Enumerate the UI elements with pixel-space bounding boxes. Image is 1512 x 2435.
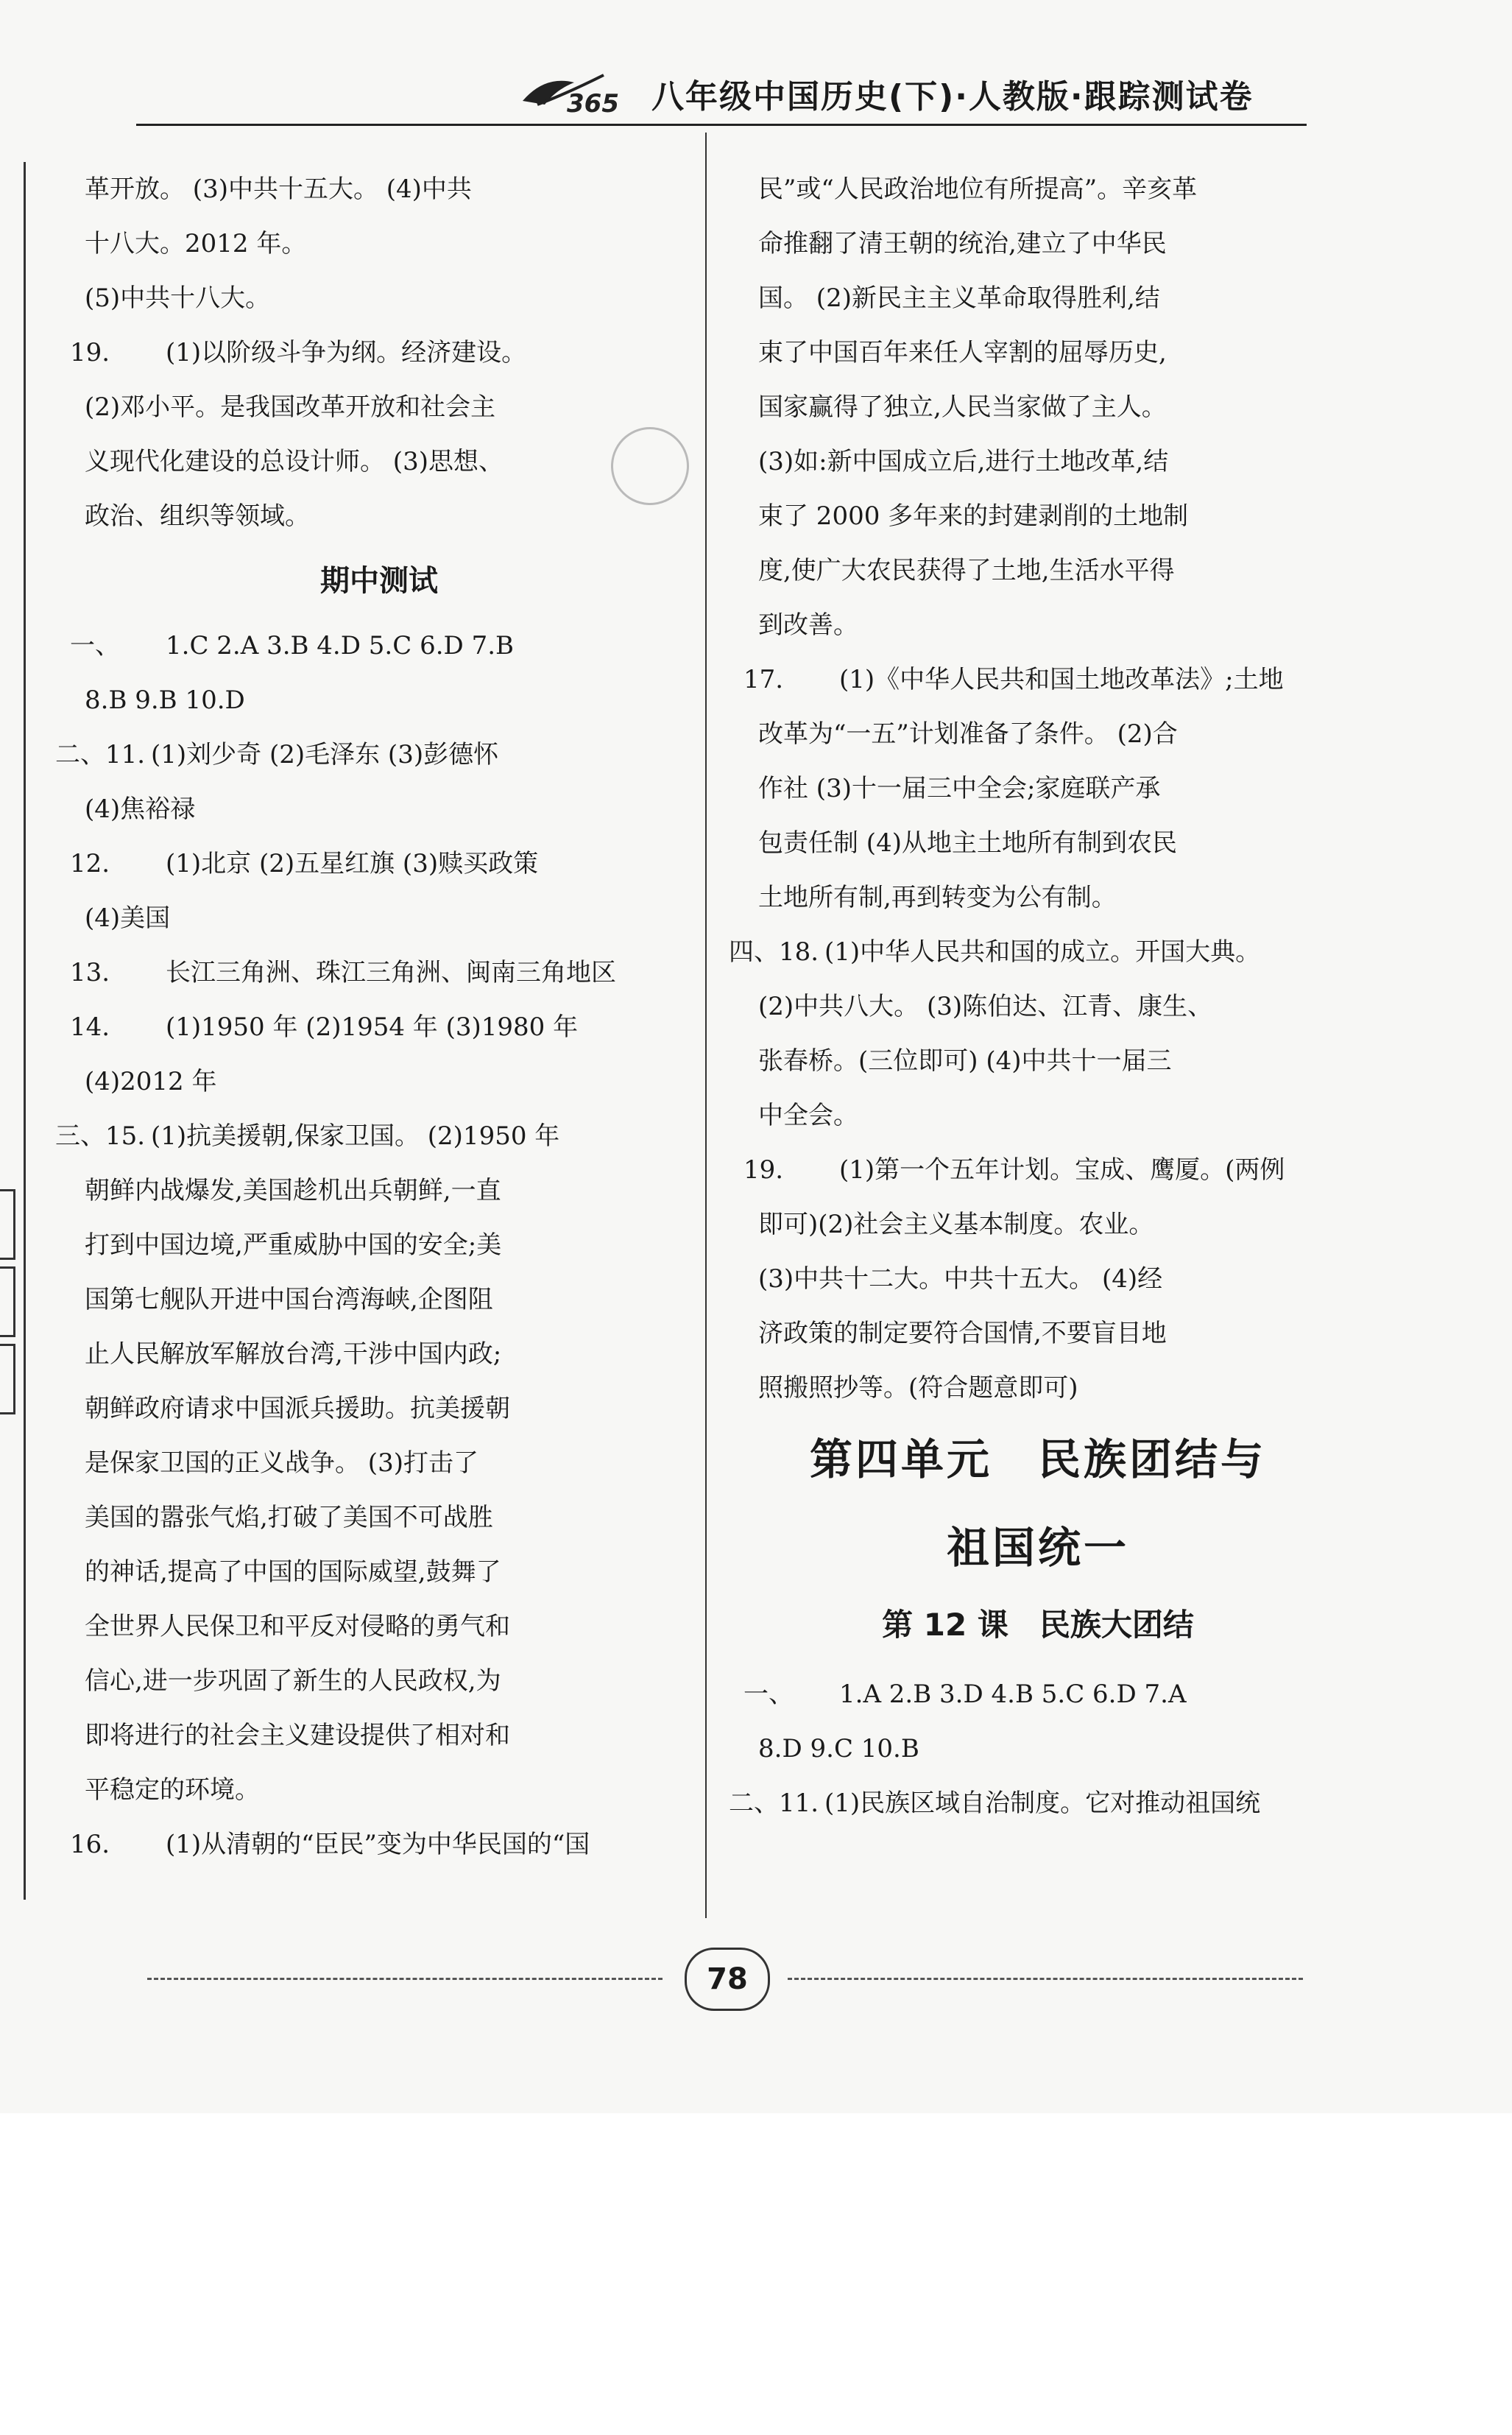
answer-text: 政治、组织等领域。 <box>85 501 310 531</box>
question-number: 一、 <box>743 1680 794 1709</box>
answer-text: (1)《中华人民共和国土地改革法》;土地 <box>839 665 1284 694</box>
answer-text: 美国的嚣张气焰,打破了美国不可战胜 <box>85 1503 493 1532</box>
question-number: 14. <box>70 1012 110 1042</box>
answer-line <box>85 216 674 271</box>
answer-text: (5)中共十八大。 <box>85 283 271 313</box>
question-number: 17. <box>743 665 784 694</box>
page-edge-line <box>24 162 26 1900</box>
answer-text: 改革为“一五”计划准备了条件。 (2)合 <box>758 719 1178 749</box>
answer-line <box>85 434 674 489</box>
answer-text: 1.C 2.A 3.B 4.D 5.C 6.D 7.B <box>166 631 514 660</box>
answer-text: (1)刘少奇 (2)毛泽东 (3)彭德怀 <box>151 740 499 769</box>
answer-text: 8.B 9.B 10.D <box>85 686 245 715</box>
answer-line <box>70 1000 674 1054</box>
answer-text: 1.A 2.B 3.D 4.B 5.C 6.D 7.A <box>839 1680 1187 1709</box>
answer-text: 束了 2000 多年来的封建剥削的土地制 <box>758 501 1189 531</box>
answer-line <box>55 1109 674 1163</box>
answer-line <box>758 1088 1318 1143</box>
answer-text: 信心,进一步巩固了新生的人民政权,为 <box>85 1666 501 1696</box>
answer-line <box>85 891 674 945</box>
answer-line <box>70 836 674 891</box>
answer-text: 度,使广大农民获得了土地,生活水平得 <box>758 556 1175 585</box>
answer-text: 张春桥。(三位即可) (4)中共十一届三 <box>758 1046 1172 1076</box>
answer-line <box>85 1654 674 1708</box>
answer-line <box>758 380 1318 434</box>
answer-line <box>729 925 1318 979</box>
answer-text: 束了中国百年来任人宰割的屈辱历史, <box>758 338 1167 367</box>
answer-text: 包责任制 (4)从地主土地所有制到农民 <box>758 828 1177 858</box>
answer-text: 长江三角洲、珠江三角洲、闽南三角地区 <box>166 958 616 987</box>
answer-line <box>758 216 1318 271</box>
left-column <box>55 162 674 1872</box>
answer-line <box>758 325 1318 380</box>
answer-line <box>729 1776 1318 1830</box>
binding-mark <box>0 1266 15 1337</box>
answer-text: 十八大。2012 年。 <box>85 229 307 258</box>
answer-text: 革开放。 (3)中共十五大。 (4)中共 <box>85 175 472 204</box>
answer-text: (1)北京 (2)五星红旗 (3)赎买政策 <box>166 849 539 878</box>
footer-divider-left <box>147 1978 663 1980</box>
answer-line <box>85 1327 674 1381</box>
answer-line <box>85 1163 674 1218</box>
answer-line <box>758 489 1318 543</box>
binding-mark <box>0 1344 15 1414</box>
answer-text: 全世界人民保卫和平反对侵略的勇气和 <box>85 1612 510 1641</box>
answer-line <box>758 816 1318 870</box>
answer-text: (1)抗美援朝,保家卫国。 (2)1950 年 <box>151 1121 560 1151</box>
answer-text: (2)中共八大。 (3)陈伯达、江青、康生、 <box>758 992 1213 1021</box>
question-number: 12. <box>70 849 110 878</box>
answer-line <box>70 325 674 380</box>
answer-line <box>85 782 674 836</box>
answer-line <box>758 707 1318 761</box>
answer-text: 是保家卫国的正义战争。 (3)打击了 <box>85 1448 478 1478</box>
answer-line <box>55 727 674 782</box>
answer-line <box>743 1667 1318 1722</box>
question-number: 四、18. <box>729 937 819 967</box>
answer-text: (1)第一个五年计划。宝成、鹰厦。(两例 <box>839 1155 1285 1185</box>
answer-text: 义现代化建设的总设计师。 (3)思想、 <box>85 447 504 476</box>
answer-line <box>758 1252 1318 1306</box>
answer-text: (4)焦裕禄 <box>85 794 196 824</box>
answer-line <box>85 1545 674 1599</box>
header-title: 八年级中国历史(下)·人教版·跟踪测试卷 <box>651 78 1254 116</box>
answer-line <box>85 1708 674 1763</box>
answer-text: 朝鲜政府请求中国派兵援助。抗美援朝 <box>85 1394 510 1423</box>
unit-title: 第四单元 民族团结与 <box>809 1434 1266 1484</box>
answer-line <box>85 1272 674 1327</box>
answer-text: 土地所有制,再到转变为公有制。 <box>758 883 1117 912</box>
answer-line <box>85 162 674 216</box>
question-number: 19. <box>743 1155 784 1185</box>
answer-line <box>85 673 674 727</box>
answer-text: 民”或“人民政治地位有所提高”。辛亥革 <box>758 175 1198 204</box>
answer-line <box>758 1197 1318 1252</box>
answer-line <box>758 1034 1318 1088</box>
answer-text: 作社 (3)十一届三中全会;家庭联产承 <box>758 774 1161 803</box>
question-number: 19. <box>70 338 110 367</box>
header-divider <box>136 124 1307 126</box>
answer-line <box>85 1599 674 1654</box>
answer-text: 平稳定的环境。 <box>85 1775 260 1805</box>
answer-line <box>85 380 674 434</box>
answer-line <box>85 489 674 543</box>
answer-text: 照搬照抄等。(符合题意即可) <box>758 1373 1078 1403</box>
answer-text: 打到中国边境,严重威胁中国的安全;美 <box>85 1230 502 1260</box>
answer-line <box>758 1722 1318 1776</box>
answer-text: (1)民族区域自治制度。它对推动祖国统 <box>824 1789 1261 1818</box>
answer-line <box>758 434 1318 489</box>
answer-line <box>743 652 1318 707</box>
answer-line <box>85 1436 674 1490</box>
answer-line <box>85 1490 674 1545</box>
answer-text: 中全会。 <box>758 1101 858 1130</box>
answer-line <box>758 870 1318 925</box>
question-number: 二、11. <box>729 1789 819 1818</box>
answer-text: (1)1950 年 (2)1954 年 (3)1980 年 <box>166 1012 579 1042</box>
answer-text: (3)如:新中国成立后,进行土地改革,结 <box>758 447 1169 476</box>
answer-text: (1)以阶级斗争为纲。经济建设。 <box>166 338 527 367</box>
footer-divider-right <box>788 1978 1303 1980</box>
answer-line <box>85 271 674 325</box>
answer-line <box>70 945 674 1000</box>
column-divider <box>705 133 707 1918</box>
answer-text: (4)美国 <box>85 903 171 933</box>
answer-line <box>758 979 1318 1034</box>
midterm-title: 期中测试 <box>320 564 438 598</box>
answer-text: 止人民解放军解放台湾,干涉中国内政; <box>85 1339 502 1369</box>
answer-text: (3)中共十二大。中共十五大。 (4)经 <box>758 1264 1163 1294</box>
answer-line <box>758 1306 1318 1361</box>
brand-logo-icon <box>515 60 633 119</box>
answer-line <box>758 543 1318 598</box>
svg-text:365: 365 <box>567 89 619 119</box>
answer-line <box>70 1817 674 1872</box>
question-number: 16. <box>70 1830 110 1859</box>
answer-line <box>758 162 1318 216</box>
answer-line <box>758 1361 1318 1415</box>
answer-text: 国第七舰队开进中国台湾海峡,企图阻 <box>85 1285 493 1314</box>
right-column <box>729 162 1318 1830</box>
answer-line <box>758 271 1318 325</box>
binding-mark <box>0 1189 15 1260</box>
question-number: 13. <box>70 958 110 987</box>
answer-text: 即可)(2)社会主义基本制度。农业。 <box>758 1210 1154 1239</box>
answer-text: (2)邓小平。是我国改革开放和社会主 <box>85 392 496 422</box>
answer-text: 国家赢得了独立,人民当家做了主人。 <box>758 392 1167 422</box>
answer-line <box>758 598 1318 652</box>
answer-text: 济政策的制定要符合国情,不要盲目地 <box>758 1319 1167 1348</box>
answer-line <box>85 1054 674 1109</box>
answer-text: (1)中华人民共和国的成立。开国大典。 <box>824 937 1261 967</box>
answer-text: (4)2012 年 <box>85 1067 217 1096</box>
lesson-title: 第 12 课 民族大团结 <box>882 1607 1194 1643</box>
answer-text: 命推翻了清王朝的统治,建立了中华民 <box>758 229 1167 258</box>
question-number: 一、 <box>70 631 120 660</box>
answer-text: 的神话,提高了中国的国际威望,鼓舞了 <box>85 1557 501 1587</box>
unit-title-line-2: 祖国统一 <box>946 1523 1129 1573</box>
question-number: 二、11. <box>55 740 146 769</box>
answer-text: 到改善。 <box>758 610 858 640</box>
answer-text: 朝鲜内战爆发,美国趁机出兵朝鲜,一直 <box>85 1176 501 1205</box>
answer-text: 国。 (2)新民主主义革命取得胜利,结 <box>758 283 1160 313</box>
answer-line <box>85 1218 674 1272</box>
answer-text: (1)从清朝的“臣民”变为中华民国的“国 <box>166 1830 590 1859</box>
answer-line <box>70 619 674 673</box>
question-number: 三、15. <box>55 1121 146 1151</box>
answer-line <box>758 761 1318 816</box>
answer-text: 8.D 9.C 10.B <box>758 1734 919 1763</box>
answer-line <box>85 1763 674 1817</box>
page-number: 78 <box>685 1948 770 2011</box>
answer-line <box>85 1381 674 1436</box>
answer-line <box>743 1143 1318 1197</box>
answer-text: 即将进行的社会主义建设提供了相对和 <box>85 1721 510 1750</box>
